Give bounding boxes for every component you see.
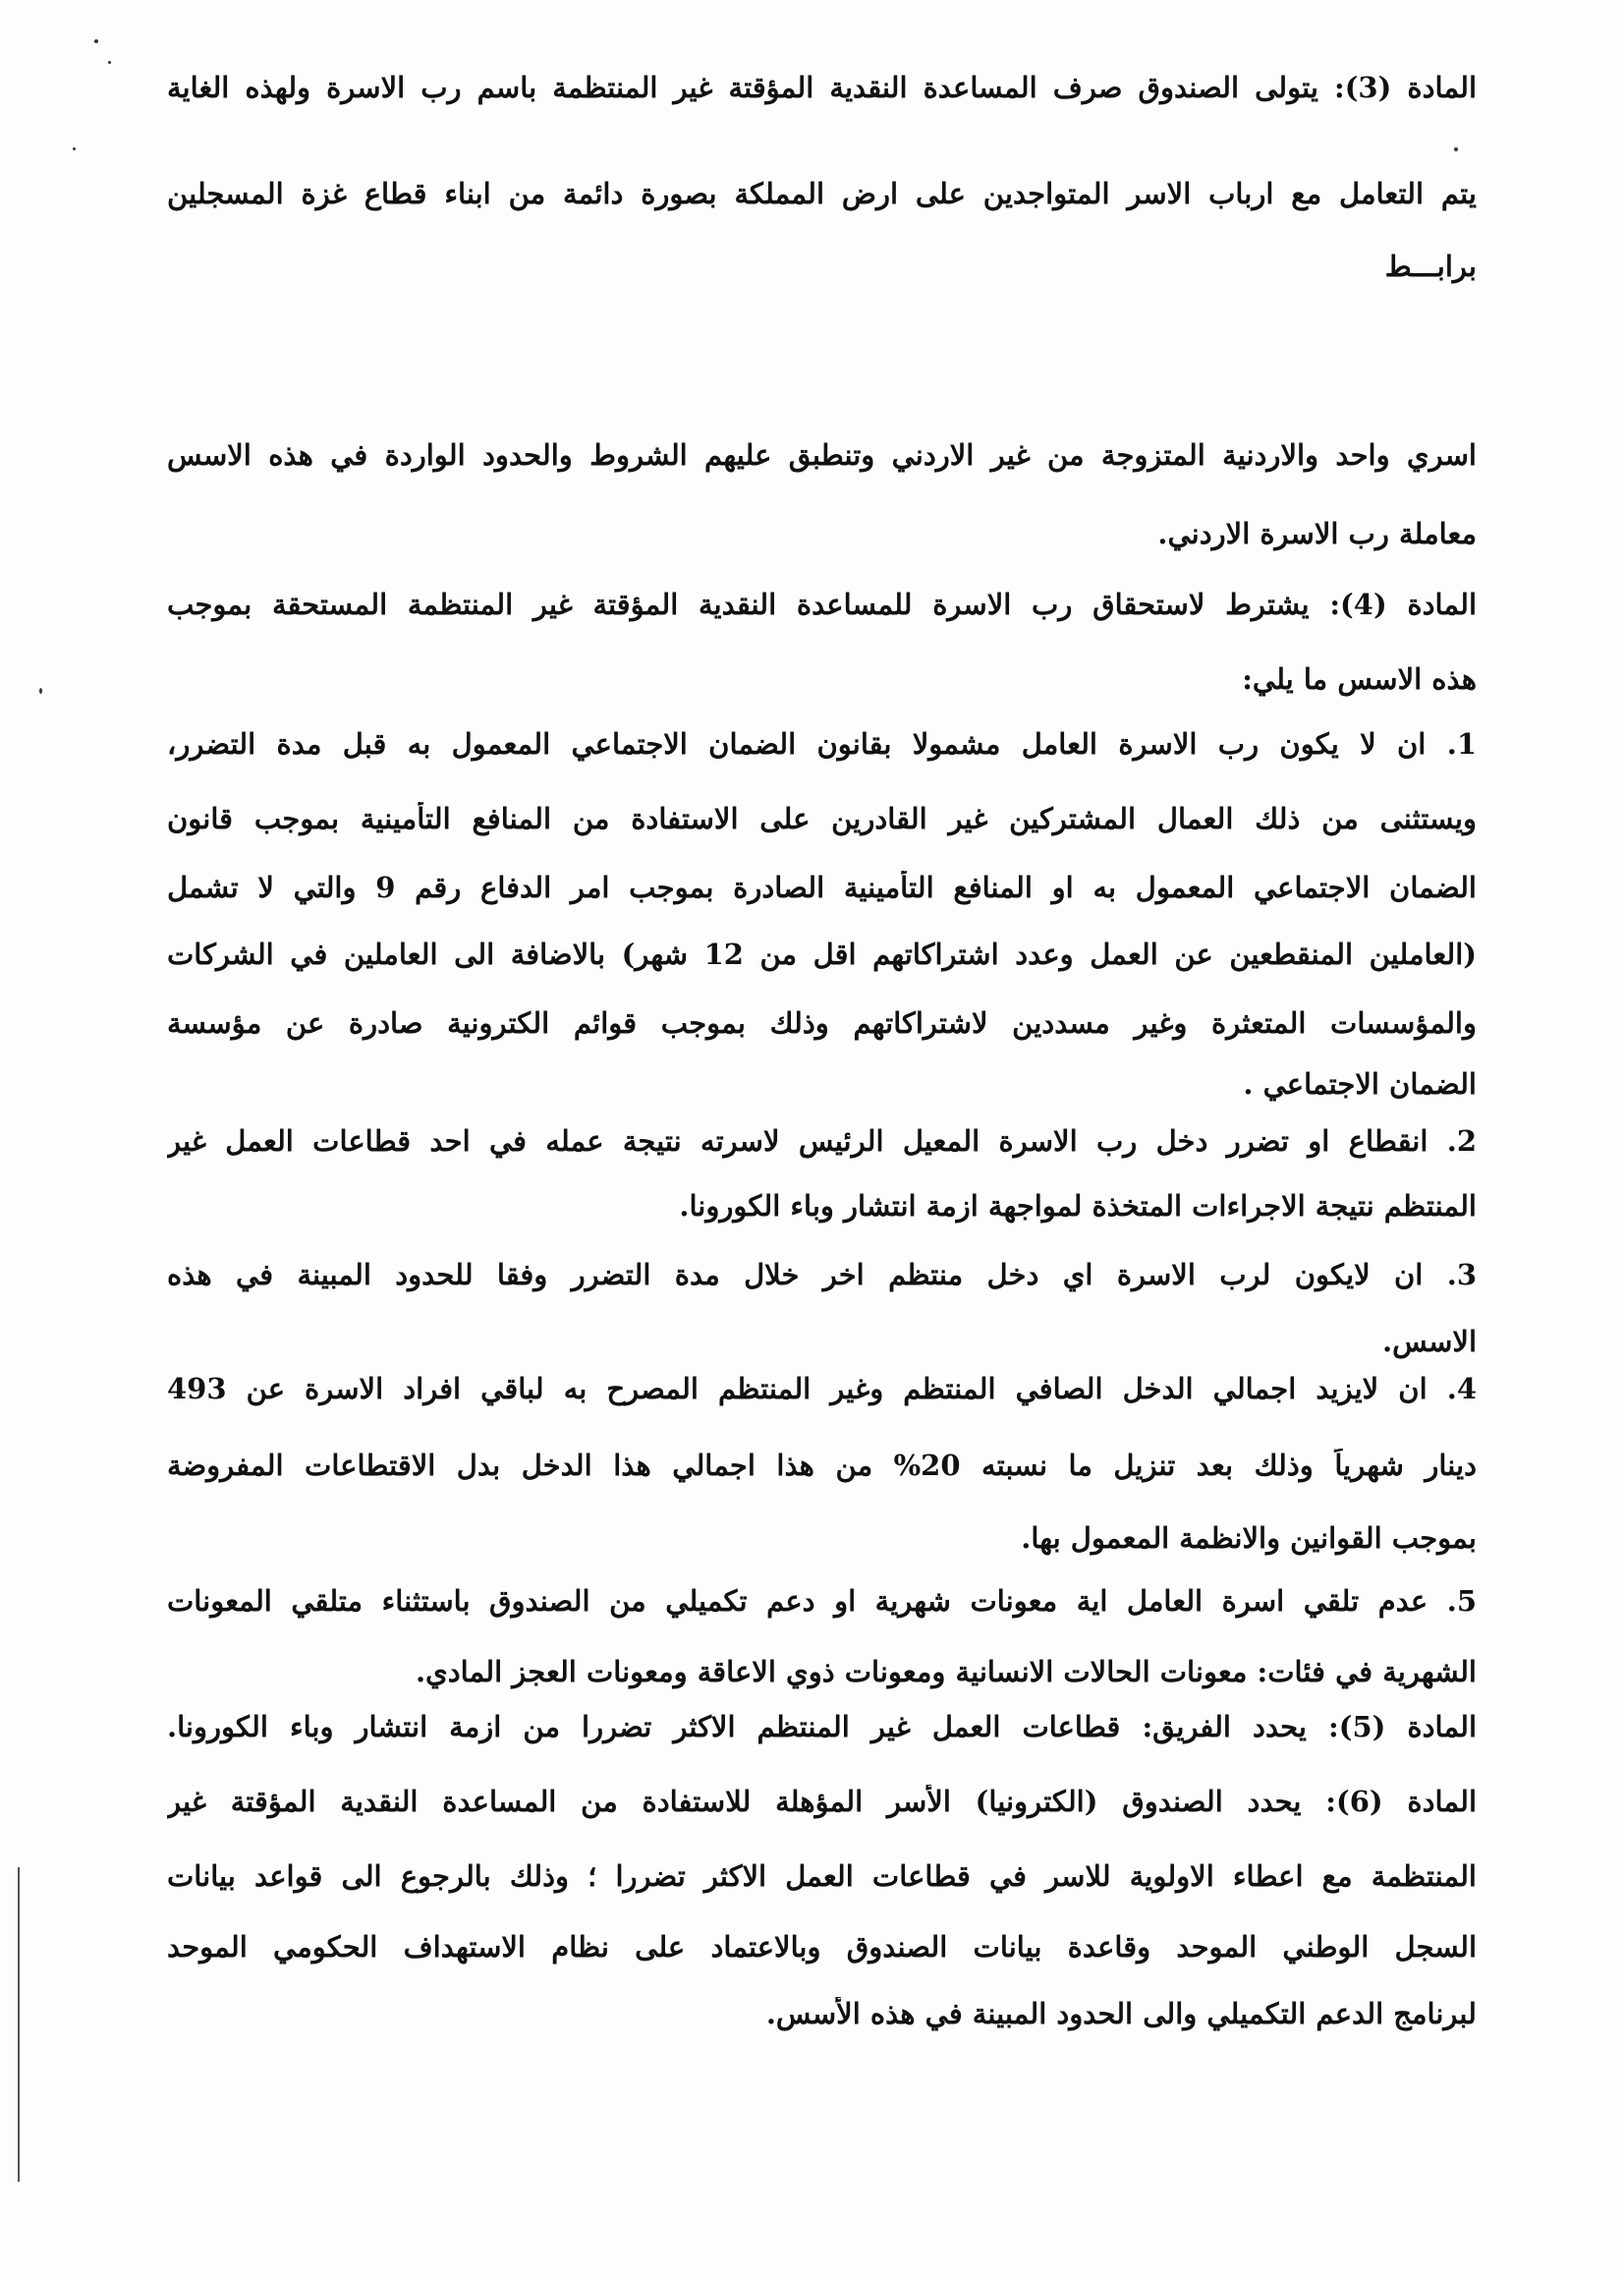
doc-line: المادة (6): يحدد الصندوق (الكترونيا) الأسر المؤهلة للاستفادة من المساعدة النقدية المؤقتة غير: [167, 1785, 1477, 1818]
doc-line: 4. ان لايزيد اجمالي الدخل الصافي المنتظم وغير المنتظم المصرح به لباقي افراد الاسرة عن 493: [167, 1372, 1477, 1405]
doc-line: اسري واحد والاردنية المتزوجة من غير الاردني وتنطبق عليهم الشروط والحدود الواردة في هذه الاسس: [167, 438, 1477, 472]
doc-line: المنتظم نتيجة الاجراءات المتخذة لمواجهة ازمة انتشار وباء الكورونا.: [679, 1189, 1477, 1223]
doc-line: دينار شهرياً وذلك بعد تنزيل ما نسبته 20% من هذا اجمالي هذا الدخل بدل الاقتطاعات المفروضة: [167, 1449, 1477, 1482]
doc-line: معاملة رب الاسرة الاردني.: [1157, 517, 1477, 550]
scan-speck: [1454, 147, 1458, 151]
doc-line: المنتظمة مع اعطاء الاولوية للاسر في قطاعات العمل الاكثر تضررا ؛ وذلك بالرجوع الى قواعد بيانات: [167, 1859, 1477, 1893]
doc-line: لبرنامج الدعم التكميلي والى الحدود المبينة في هذه الأسس.: [765, 1997, 1477, 2030]
doc-line: 3. ان لايكون لرب الاسرة اي دخل منتظم اخر خلال مدة التضرر وفقا للحدود المبينة في هذه: [167, 1258, 1477, 1291]
doc-line: 5. عدم تلقي اسرة العامل اية معونات شهرية او دعم تكميلي من الصندوق باستثناء متلقي المعونات: [167, 1584, 1477, 1618]
doc-line: برابـــط: [1384, 250, 1477, 283]
doc-line: ويستثنى من ذلك العمال المشتركين غير القادرين على الاستفادة من المنافع التأمينية بموجب قانون: [167, 802, 1477, 835]
doc-line: والمؤسسات المتعثرة وغير مسددين لاشتراكاتهم وذلك بموجب قوائم الكترونية صادرة عن مؤسسة: [167, 1006, 1477, 1040]
doc-line: (العاملين المنقطعين عن العمل وعدد اشتراكاتهم اقل من 12 شهر) بالاضافة الى العاملين في الشركات: [167, 938, 1477, 971]
doc-line: السجل الوطني الموحد وقاعدة بيانات الصندوق وبالاعتماد على نظام الاستهداف الحكومي الموحد: [167, 1930, 1477, 1964]
doc-line: يتم التعامل مع ارباب الاسر المتواجدين على ارض المملكة بصورة دائمة من ابناء قطاع غزة المسجلين: [167, 177, 1477, 210]
doc-line: 2. انقطاع او تضرر دخل رب الاسرة المعيل الرئيس لاسرته نتيجة عمله في احد قطاعات العمل غير: [167, 1124, 1477, 1158]
doc-line: بموجب القوانين والانظمة المعمول بها.: [1021, 1521, 1477, 1555]
scan-speck: [39, 688, 42, 694]
doc-line: الاسس.: [1382, 1325, 1477, 1358]
doc-line: المادة (5): يحدد الفريق: قطاعات العمل غير المنتظم الاكثر تضررا من ازمة انتشار وباء الكورونا.: [167, 1710, 1477, 1743]
doc-line: الشهرية في فئات: معونات الحالات الانسانية ومعونات ذوي الاعاقة ومعونات العجز المادي.: [415, 1655, 1477, 1688]
doc-line: 1. ان لا يكون رب الاسرة العامل مشمولا بقانون الضمان الاجتماعي المعمول به قبل مدة التضرر،: [167, 727, 1477, 761]
doc-line: الضمان الاجتماعي .: [1243, 1067, 1477, 1101]
scan-margin-line: [18, 1867, 20, 2182]
doc-line: هذه الاسس ما يلي:: [1242, 662, 1477, 696]
scan-speck: [108, 61, 111, 64]
scan-speck: [94, 39, 98, 43]
scan-speck: [73, 147, 76, 150]
doc-line: المادة (4): يشترط لاستحقاق رب الاسرة للمساعدة النقدية المؤقتة غير المنتظمة المستحقة بموجب: [167, 588, 1477, 621]
doc-line: المادة (3): يتولى الصندوق صرف المساعدة النقدية المؤقتة غير المنتظمة باسم رب الاسرة ولهذه الغاية: [167, 71, 1477, 104]
doc-line: الضمان الاجتماعي المعمول به او المنافع التأمينية الصادرة بموجب امر الدفاع رقم 9 والتي لا تشمل: [167, 871, 1477, 904]
